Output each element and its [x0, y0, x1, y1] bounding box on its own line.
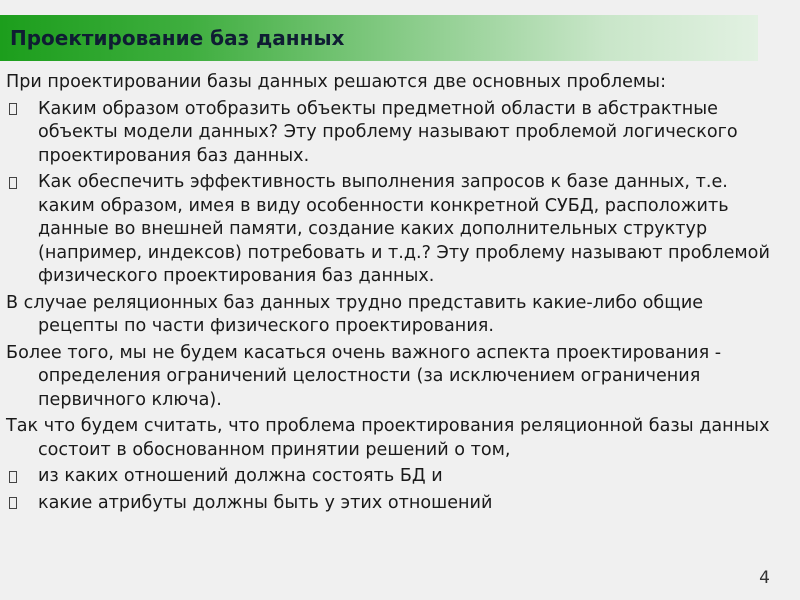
paragraph: Так что будем считать, что проблема проектирования реляционной базы данных состоит в обоснованном принятии решений о том,	[6, 416, 770, 460]
intro-paragraph: При проектировании базы данных решаются две основных проблемы:	[6, 72, 667, 92]
list-item	[6, 465, 786, 489]
paragraph: В случае реляционных баз данных трудно представить какие-либо общие рецепты по части физического проектирования.	[6, 292, 704, 336]
square-bullet-icon	[6, 171, 38, 195]
list-item-text: какие атрибуты должны быть у этих отношений	[38, 492, 493, 513]
square-bullet-icon	[6, 98, 38, 122]
list-item-text: Каким образом отобразить объекты предметной области в абстрактные объекты модели данных? Эту проблему называют проблемой логического проектирования баз данных.	[38, 98, 738, 166]
list-item	[6, 98, 786, 169]
list-item-text: из каких отношений должна состоять БД и	[38, 466, 443, 486]
slide-title: Проектирование баз данных	[10, 26, 345, 50]
slide-content	[6, 71, 786, 518]
square-bullet-icon	[6, 465, 38, 489]
list-item	[6, 492, 786, 516]
paragraph: Более того, мы не будем касаться очень важного аспекта проектирования - определения ограничений целостности (за исключением ограничения первичного ключа).	[6, 342, 722, 410]
title-bar	[0, 15, 758, 61]
page-number: 4	[759, 568, 770, 588]
list-item	[6, 171, 786, 289]
square-bullet-icon	[6, 492, 38, 516]
list-item-text: Как обеспечить эффективность выполнения запросов к базе данных, т.е. каким образом, имея в виду особенности конкретной СУБД, расположить данные во внешней памяти, создание каких дополнительных структур (например, индексов) потребовать и т.д.? Эту проблему называют проблемой физического проектирования баз данных.	[38, 172, 770, 286]
